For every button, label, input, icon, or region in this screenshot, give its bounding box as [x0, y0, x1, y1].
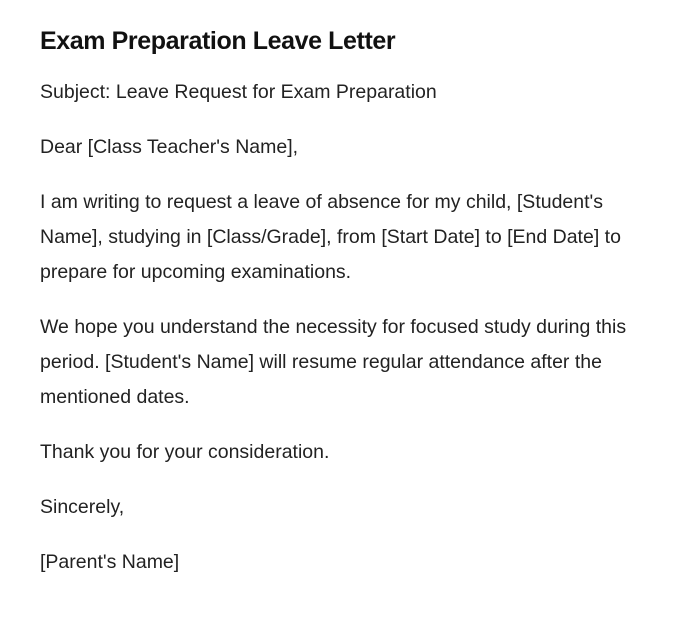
letter-subject: Subject: Leave Request for Exam Preparation: [40, 81, 437, 103]
letter-closing: Sincerely,: [40, 496, 125, 518]
letter-document: [40, 24, 640, 600]
letter-signature: [Parent's Name]: [40, 551, 180, 573]
letter-salutation: Dear [Class Teacher's Name],: [40, 136, 299, 158]
letter-body-paragraph-2: We hope you understand the necessity for focused study during this period. [Student's Name] will resume regular attendance after the mentioned dates.: [40, 316, 627, 408]
letter-body-paragraph-1: I am writing to request a leave of absence for my child, [Student's Name], studying in [Class/Grade], from [Start Date] to [End Date] to prepare for upcoming examinations.: [40, 191, 621, 283]
letter-thanks: Thank you for your consideration.: [40, 441, 330, 463]
letter-title: Exam Preparation Leave Letter: [40, 27, 396, 55]
